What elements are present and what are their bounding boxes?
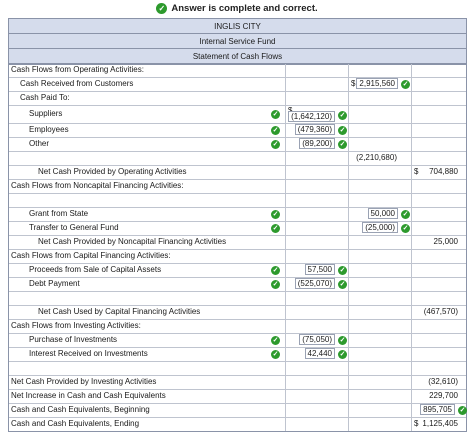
check-circle-icon: ✓ xyxy=(339,141,346,148)
cash-received-input[interactable]: 2,915,560 xyxy=(356,78,398,89)
cash-paid-total: (2,210,680) xyxy=(356,153,397,162)
suppliers-input[interactable]: (1,642,120) xyxy=(288,111,335,122)
dollar-sign: $ xyxy=(351,79,356,88)
net-capital-value: (467,570) xyxy=(423,307,458,316)
check-circle-icon: ✓ xyxy=(339,127,346,134)
check-circle-icon: ✓ xyxy=(402,81,409,88)
row-label: Interest Received on Investments xyxy=(29,349,148,358)
section-heading: Cash Flows from Noncapital Financing Activities: xyxy=(11,181,184,190)
table-row xyxy=(9,263,466,277)
net-increase-value: 229,700 xyxy=(429,391,458,400)
net-noncapital-value: 25,000 xyxy=(433,237,458,246)
row-label: Cash and Cash Equivalents, Ending xyxy=(11,419,140,428)
header-statement: Statement of Cash Flows xyxy=(192,52,283,61)
table-row xyxy=(9,179,466,193)
check-circle-icon: ✓ xyxy=(459,407,466,414)
row-label: Cash Paid To: xyxy=(20,93,70,102)
table-row xyxy=(9,403,466,417)
table-row xyxy=(9,77,466,91)
table-row xyxy=(9,91,466,105)
section-heading: Cash Flows from Operating Activities: xyxy=(11,65,144,74)
table-row xyxy=(9,417,466,431)
row-label: Employees xyxy=(29,125,69,134)
net-investing-value: (32,610) xyxy=(428,377,458,386)
ending-value: 1,125,405 xyxy=(422,419,458,428)
check-circle-icon: ✓ xyxy=(272,141,279,148)
row-label: Transfer to General Fund xyxy=(29,223,119,232)
row-label: Net Increase in Cash and Cash Equivalents xyxy=(11,391,166,400)
row-label: Cash Received from Customers xyxy=(20,79,134,88)
employees-input[interactable]: (479,360) xyxy=(295,124,335,135)
table-row xyxy=(9,105,466,123)
table-row xyxy=(9,193,466,207)
other-input[interactable]: (89,200) xyxy=(299,138,335,149)
table-row xyxy=(9,63,466,77)
check-circle-icon: ✓ xyxy=(339,267,346,274)
statement-header xyxy=(8,18,467,65)
table-row xyxy=(9,165,466,179)
grant-input[interactable]: 50,000 xyxy=(368,208,398,219)
table-row xyxy=(9,333,466,347)
row-label: Net Cash Used by Capital Financing Activities xyxy=(38,307,201,316)
row-label: Debt Payment xyxy=(29,279,80,288)
check-circle-icon: ✓ xyxy=(339,281,346,288)
row-label: Grant from State xyxy=(29,209,89,218)
check-circle-icon: ✓ xyxy=(339,351,346,358)
net-operating-value: 704,880 xyxy=(429,167,458,176)
transfer-input[interactable]: (25,000) xyxy=(362,222,398,233)
table-row xyxy=(9,319,466,333)
table-row xyxy=(9,291,466,305)
check-circle-icon: ✓ xyxy=(272,225,279,232)
result-banner xyxy=(0,0,474,16)
check-circle-icon: ✓ xyxy=(402,225,409,232)
interest-input[interactable]: 42,440 xyxy=(305,348,335,359)
dollar-sign: $ xyxy=(414,167,419,176)
row-label: Cash and Cash Equivalents, Beginning xyxy=(11,405,150,414)
row-label: Net Cash Provided by Investing Activities xyxy=(11,377,157,386)
table-row xyxy=(9,137,466,151)
table-row xyxy=(9,221,466,235)
table-row xyxy=(9,361,466,375)
table-row xyxy=(9,123,466,137)
check-circle-icon: ✓ xyxy=(272,111,279,118)
table-row xyxy=(9,389,466,403)
section-heading: Cash Flows from Capital Financing Activities: xyxy=(11,251,171,260)
header-fund: Internal Service Fund xyxy=(9,34,466,49)
check-circle-icon: ✓ xyxy=(272,127,279,134)
row-label: Net Cash Provided by Noncapital Financing Activities xyxy=(38,237,227,246)
check-circle-icon: ✓ xyxy=(339,337,346,344)
check-circle-icon: ✓ xyxy=(402,211,409,218)
dollar-sign: $ xyxy=(414,419,419,428)
table-row xyxy=(9,305,466,319)
section-heading: Cash Flows from Investing Activities: xyxy=(11,321,141,330)
table-row xyxy=(9,207,466,221)
check-circle-icon: ✓ xyxy=(272,337,279,344)
row-label: Net Cash Provided by Operating Activities xyxy=(38,167,187,176)
cash-flow-table xyxy=(8,63,467,432)
check-circle-icon: ✓ xyxy=(272,267,279,274)
check-circle-icon: ✓ xyxy=(272,211,279,218)
header-entity: INGLIS CITY xyxy=(9,19,466,34)
row-label: Purchase of Investments xyxy=(29,335,118,344)
debt-input[interactable]: (525,070) xyxy=(295,278,335,289)
table-row xyxy=(9,277,466,291)
table-row xyxy=(9,347,466,361)
banner-text: Answer is complete and correct. xyxy=(171,2,318,14)
proceeds-input[interactable]: 57,500 xyxy=(305,264,335,275)
table-row xyxy=(9,375,466,389)
table-row xyxy=(9,249,466,263)
check-circle-icon: ✓ xyxy=(339,112,346,119)
beginning-input[interactable]: 895,705 xyxy=(420,404,455,415)
check-circle-icon: ✓ xyxy=(272,351,279,358)
check-circle-icon: ✓ xyxy=(156,3,167,14)
table-row xyxy=(9,235,466,249)
row-label: Other xyxy=(29,139,50,148)
row-label: Proceeds from Sale of Capital Assets xyxy=(29,265,162,274)
row-label: Suppliers xyxy=(29,109,63,118)
table-row xyxy=(9,151,466,165)
purchase-input[interactable]: (75,050) xyxy=(299,334,335,345)
check-circle-icon: ✓ xyxy=(272,281,279,288)
